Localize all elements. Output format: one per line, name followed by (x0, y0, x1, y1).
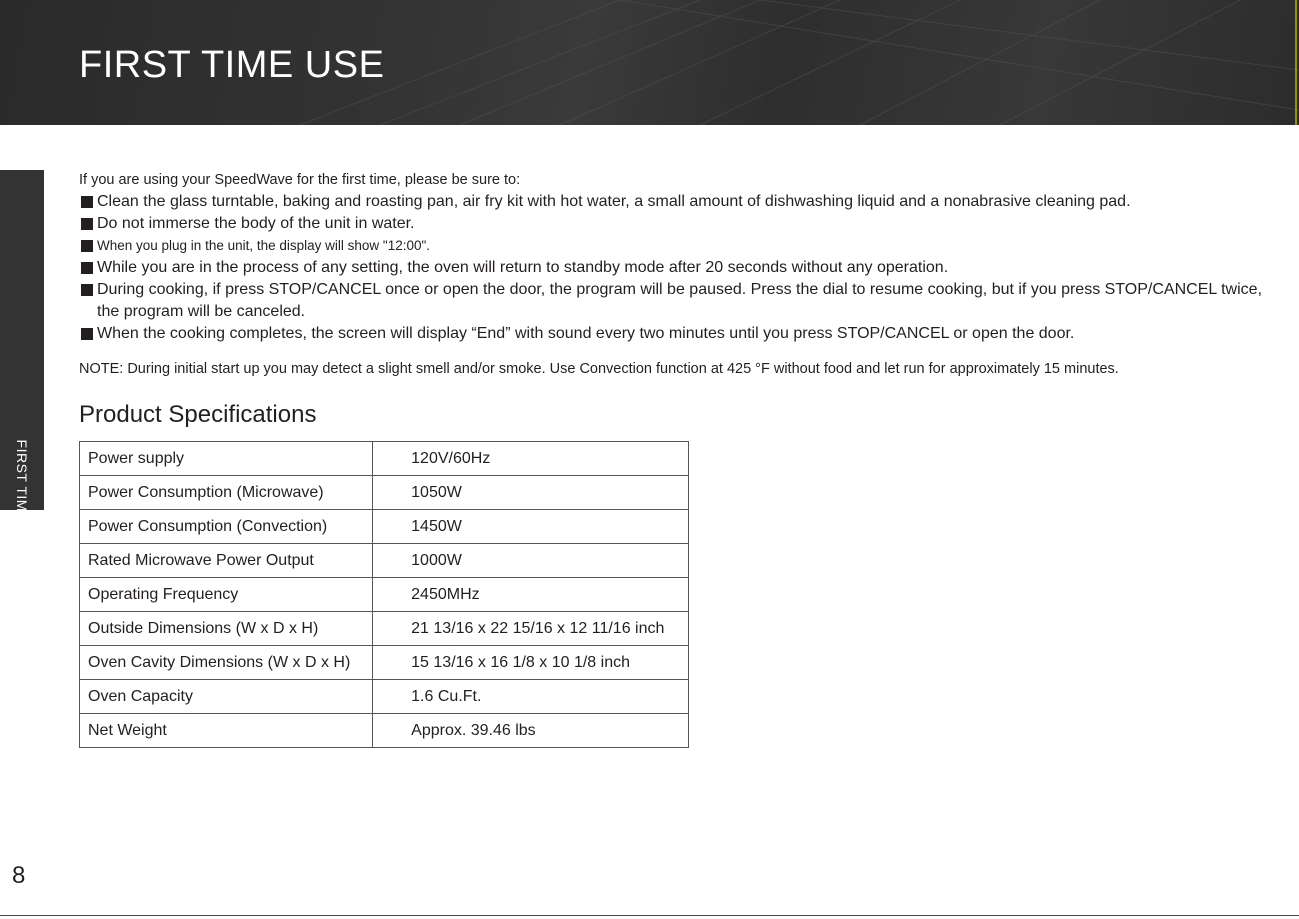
spec-label: Power supply (80, 442, 373, 476)
spec-label: Oven Capacity (80, 680, 373, 714)
spec-value: 15 13/16 x 16 1/8 x 10 1/8 inch (373, 646, 689, 680)
table-row (80, 476, 689, 510)
table-row (80, 680, 689, 714)
spec-value: Approx. 39.46 lbs (373, 714, 689, 748)
side-section-tab (0, 170, 44, 557)
table-row (80, 442, 689, 476)
note-text: NOTE: During initial start up you may detect a slight smell and/or smoke. Use Convection function at 425 °F without food and let run for approximately 15 minutes. (79, 361, 1119, 377)
table-row (80, 544, 689, 578)
list-item: When you plug in the unit, the display will show "12:00". (79, 235, 1279, 257)
list-item: Clean the glass turntable, baking and roasting pan, air fry kit with hot water, a small amount of dishwashing liquid and a nonabrasive cleaning pad. (79, 191, 1279, 213)
list-item: During cooking, if press STOP/CANCEL once or open the door, the program will be paused. Press the dial to resume cooking, but if you press STOP/CANCEL twice, the program will be canceled. (79, 279, 1279, 323)
list-item: While you are in the process of any setting, the oven will return to standby mode after 20 seconds without any operation. (79, 257, 1279, 279)
table-row (80, 646, 689, 680)
spec-label: Net Weight (80, 714, 373, 748)
spec-value: 1.6 Cu.Ft. (373, 680, 689, 714)
spec-value: 1000W (373, 544, 689, 578)
table-row (80, 714, 689, 748)
spec-label: Power Consumption (Convection) (80, 510, 373, 544)
spec-value: 2450MHz (373, 578, 689, 612)
page-number: 8 (12, 862, 26, 889)
spec-value: 120V/60Hz (373, 442, 689, 476)
intro-text: If you are using your SpeedWave for the first time, please be sure to: (79, 172, 521, 188)
page-title: FIRST TIME USE (79, 44, 385, 86)
spec-heading: Product Specifications (79, 401, 317, 428)
table-row (80, 612, 689, 646)
spec-label: Rated Microwave Power Output (80, 544, 373, 578)
main-content (79, 170, 1279, 748)
side-tab-label: FIRST TIME USE (14, 439, 30, 557)
instructions-list (79, 191, 1279, 345)
spec-label: Outside Dimensions (W x D x H) (80, 612, 373, 646)
spec-value: 1450W (373, 510, 689, 544)
spec-value: 1050W (373, 476, 689, 510)
spec-label: Power Consumption (Microwave) (80, 476, 373, 510)
spec-table (79, 441, 689, 748)
list-item: When the cooking completes, the screen will display “End” with sound every two minutes until you press STOP/CANCEL or open the door. (79, 323, 1279, 345)
table-row (80, 510, 689, 544)
table-row (80, 578, 689, 612)
spec-label: Operating Frequency (80, 578, 373, 612)
spec-label: Oven Cavity Dimensions (W x D x H) (80, 646, 373, 680)
spec-value: 21 13/16 x 22 15/16 x 12 11/16 inch (373, 612, 689, 646)
list-item: Do not immerse the body of the unit in water. (79, 213, 1279, 235)
page-header (0, 0, 1299, 125)
footer-divider (0, 915, 1299, 916)
